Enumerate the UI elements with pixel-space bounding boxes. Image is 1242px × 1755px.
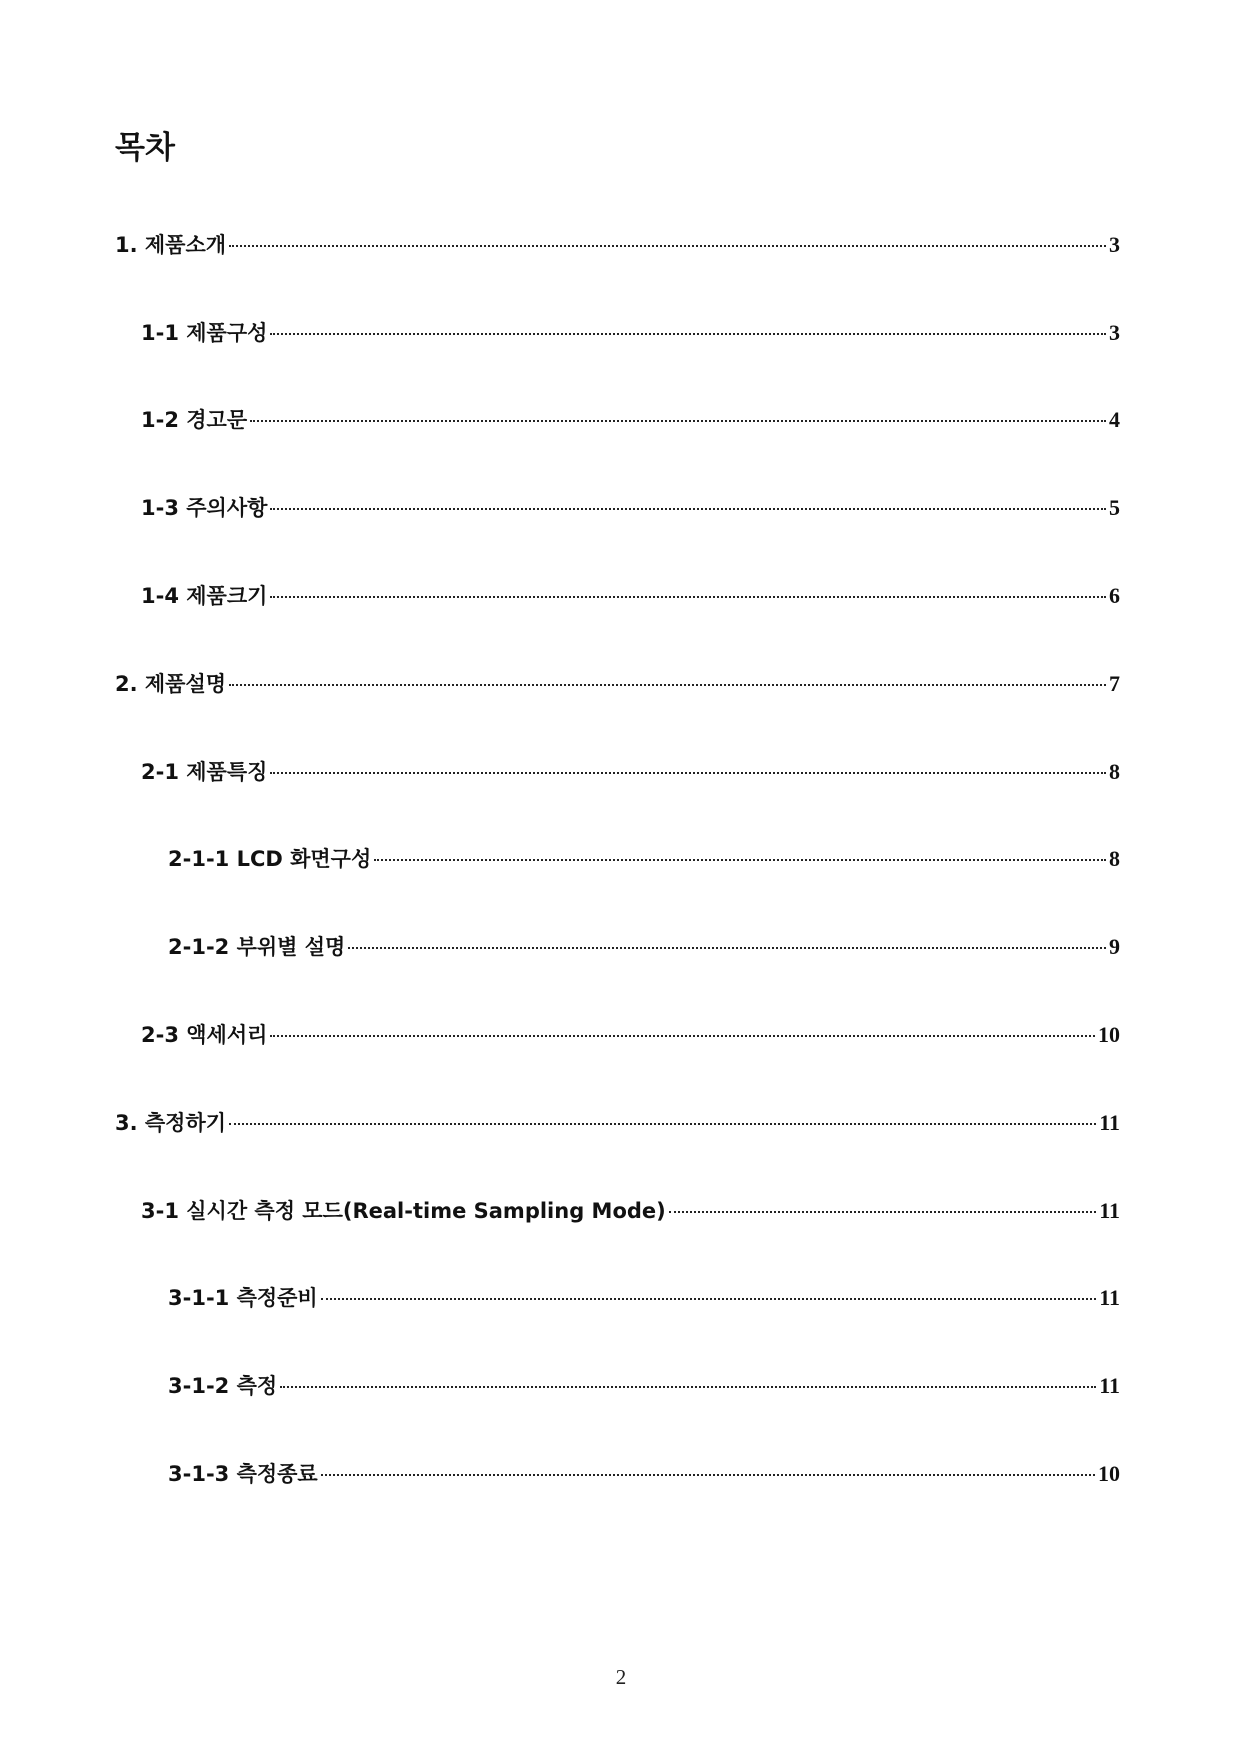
toc-entry-1-1[interactable]: [141, 317, 1120, 349]
dot-leader: [270, 596, 1106, 598]
toc-entry-2-1[interactable]: [141, 756, 1120, 788]
toc-entry-label: 3-1-3 측정종료: [168, 1462, 318, 1486]
toc-entry-label: 2-1-2 부위별 설명: [168, 935, 346, 959]
dot-leader: [321, 1474, 1095, 1476]
toc-entry-label: 1. 제품소개: [115, 233, 227, 257]
toc-entry-2-3[interactable]: [141, 1019, 1120, 1051]
dot-leader: [229, 245, 1106, 247]
toc-entry-3-1-1[interactable]: [168, 1282, 1120, 1314]
dot-leader: [270, 1035, 1095, 1037]
dot-leader: [270, 333, 1106, 335]
toc-entry-label: 1-1 제품구성: [141, 321, 268, 345]
toc-entry-label: 2. 제품설명: [115, 672, 227, 696]
toc-entry-3-1[interactable]: [141, 1195, 1120, 1227]
dot-leader: [270, 508, 1106, 510]
toc-entry-label: 2-3 액세서리: [141, 1023, 268, 1047]
toc-entry-label: 1-4 제품크기: [141, 584, 268, 608]
toc-entry-2[interactable]: [115, 668, 1120, 700]
toc-entry-page: 11: [1099, 1285, 1120, 1310]
toc-entry-page: 3: [1109, 232, 1120, 257]
toc-entry-page: 6: [1109, 583, 1120, 608]
toc-entry-3[interactable]: [115, 1107, 1120, 1139]
toc-entry-1-2[interactable]: [141, 404, 1120, 436]
toc-entry-label: 1-2 경고문: [141, 408, 248, 432]
dot-leader: [348, 947, 1106, 949]
toc-entry-label: 3-1 실시간 측정 모드(Real-time Sampling Mode): [141, 1199, 666, 1223]
toc-heading: 목차: [115, 130, 175, 166]
toc-entry-3-1-3[interactable]: [168, 1458, 1120, 1490]
dot-leader: [321, 1298, 1096, 1300]
toc-entry-1-3[interactable]: [141, 492, 1120, 524]
toc-entry-page: 10: [1098, 1022, 1120, 1047]
dot-leader: [270, 772, 1106, 774]
dot-leader: [250, 420, 1106, 422]
dot-leader: [280, 1386, 1096, 1388]
dot-leader: [229, 1123, 1096, 1125]
toc-entry-label: 2-1-1 LCD 화면구성: [168, 847, 372, 871]
toc-entry-page: 11: [1099, 1198, 1120, 1223]
toc-entry-page: 5: [1109, 495, 1120, 520]
toc-entry-page: 8: [1109, 846, 1120, 871]
toc-entry-2-1-2[interactable]: [168, 931, 1120, 963]
toc-entry-3-1-2[interactable]: [168, 1370, 1120, 1402]
toc-entry-page: 10: [1098, 1461, 1120, 1486]
dot-leader: [229, 684, 1106, 686]
page-number: 2: [615, 1665, 627, 1689]
toc-entry-page: 8: [1109, 759, 1120, 784]
toc-entry-label: 3-1-2 측정: [168, 1374, 278, 1398]
dot-leader: [374, 859, 1106, 861]
toc-entry-page: 11: [1099, 1110, 1120, 1135]
dot-leader: [669, 1211, 1096, 1213]
toc-entry-1[interactable]: [115, 229, 1120, 261]
toc-entry-page: 3: [1109, 320, 1120, 345]
toc-entry-page: 9: [1109, 934, 1120, 959]
toc-entry-page: 11: [1099, 1373, 1120, 1398]
toc-entry-2-1-1[interactable]: [168, 843, 1120, 875]
toc-entry-page: 4: [1109, 407, 1120, 432]
toc-entry-label: 2-1 제품특징: [141, 760, 268, 784]
toc-entry-page: 7: [1109, 671, 1120, 696]
toc-entry-label: 3. 측정하기: [115, 1111, 227, 1135]
toc-entry-label: 1-3 주의사항: [141, 496, 268, 520]
toc-entry-label: 3-1-1 측정준비: [168, 1286, 318, 1310]
toc-entry-1-4[interactable]: [141, 580, 1120, 612]
